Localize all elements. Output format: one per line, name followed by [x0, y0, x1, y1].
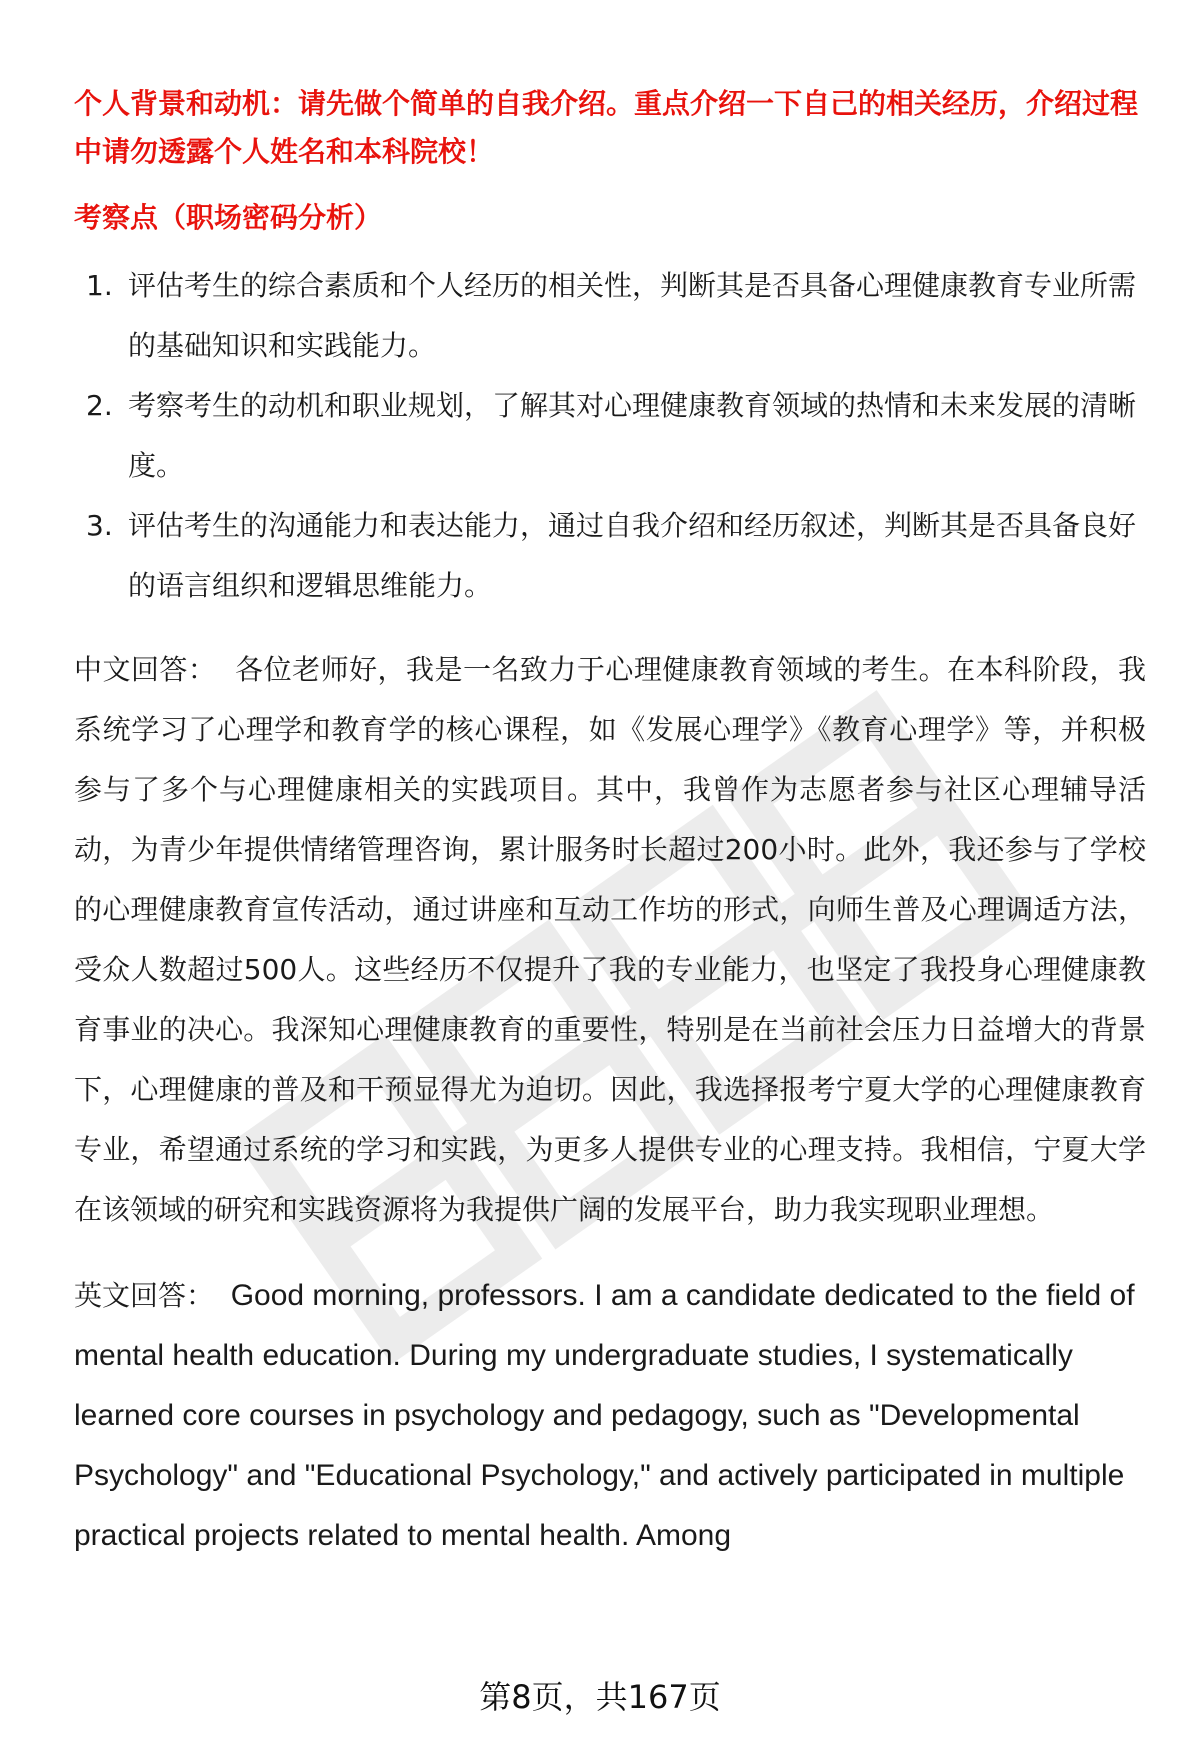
exam-points-list: [74, 256, 1146, 616]
exam-point-text: 评估考生的综合素质和个人经历的相关性，判断其是否具备心理健康教育专业所需的基础知识和实践能力。: [128, 269, 1137, 362]
list-number: 2.: [86, 389, 113, 422]
english-answer: [74, 1266, 1146, 1566]
exam-points-heading: 考察点（职场密码分析）: [74, 201, 383, 234]
list-number: 3.: [86, 509, 113, 542]
exam-point-item: [74, 376, 1146, 496]
exam-point-item: [74, 496, 1146, 616]
exam-point-text: 考察考生的动机和职业规划，了解其对心理健康教育领域的热情和未来发展的清晰度。: [128, 389, 1137, 482]
chinese-answer-text: 各位老师好，我是一名致力于心理健康教育领域的考生。在本科阶段，我系统学习了心理学和教育学的核心课程，如《发展心理学》《教育心理学》等，并积极参与了多个与心理健康相关的实践项目。其中，我曾作为志愿者参与社区心理辅导活动，为青少年提供情绪管理咨询，累计服务时长超过200小时。此外，我还参与了学校的心理健康教育宣传活动，通过讲座和互动工作坊的形式，向师生普及心理调适方法，受众人数超过500人。这些经历不仅提升了我的专业能力，也坚定了我投身心理健康教育事业的决心。我深知心理健康教育的重要性，特别是在当前社会压力日益增大的背景下，心理健康的普及和干预显得尤为迫切。因此，我选择报考宁夏大学的心理健康教育专业，希望通过系统的学习和实践，为更多人提供专业的心理支持。我相信，宁夏大学在该领域的研究和实践资源将为我提供广阔的发展平台，助力我实现职业理想。: [74, 653, 1146, 1226]
question-title: 个人背景和动机：请先做个简单的自我介绍。重点介绍一下自己的相关经历，介绍过程中请勿透露个人姓名和本科院校！: [74, 87, 1139, 168]
document-page: [74, 80, 1146, 1566]
english-answer-text: Good morning, professors. I am a candidate dedicated to the field of mental health education. During my undergraduate studies, I systematically learned core courses in psychology and pedagogy, such as "Developmental Psychology" and "Educational Psychology," and actively participated in multiple practical projects related to mental health. Among: [74, 1279, 1135, 1552]
exam-point-text: 评估考生的沟通能力和表达能力，通过自我介绍和经历叙述，判断其是否具备良好的语言组织和逻辑思维能力。: [128, 509, 1137, 602]
list-number: 1.: [86, 269, 113, 302]
chinese-answer: [74, 640, 1146, 1240]
page-footer: 第8页，共167页: [479, 1678, 721, 1716]
exam-point-item: [74, 256, 1146, 376]
chinese-answer-label: 中文回答：: [74, 653, 217, 686]
english-answer-label: 英文回答：: [74, 1279, 215, 1312]
